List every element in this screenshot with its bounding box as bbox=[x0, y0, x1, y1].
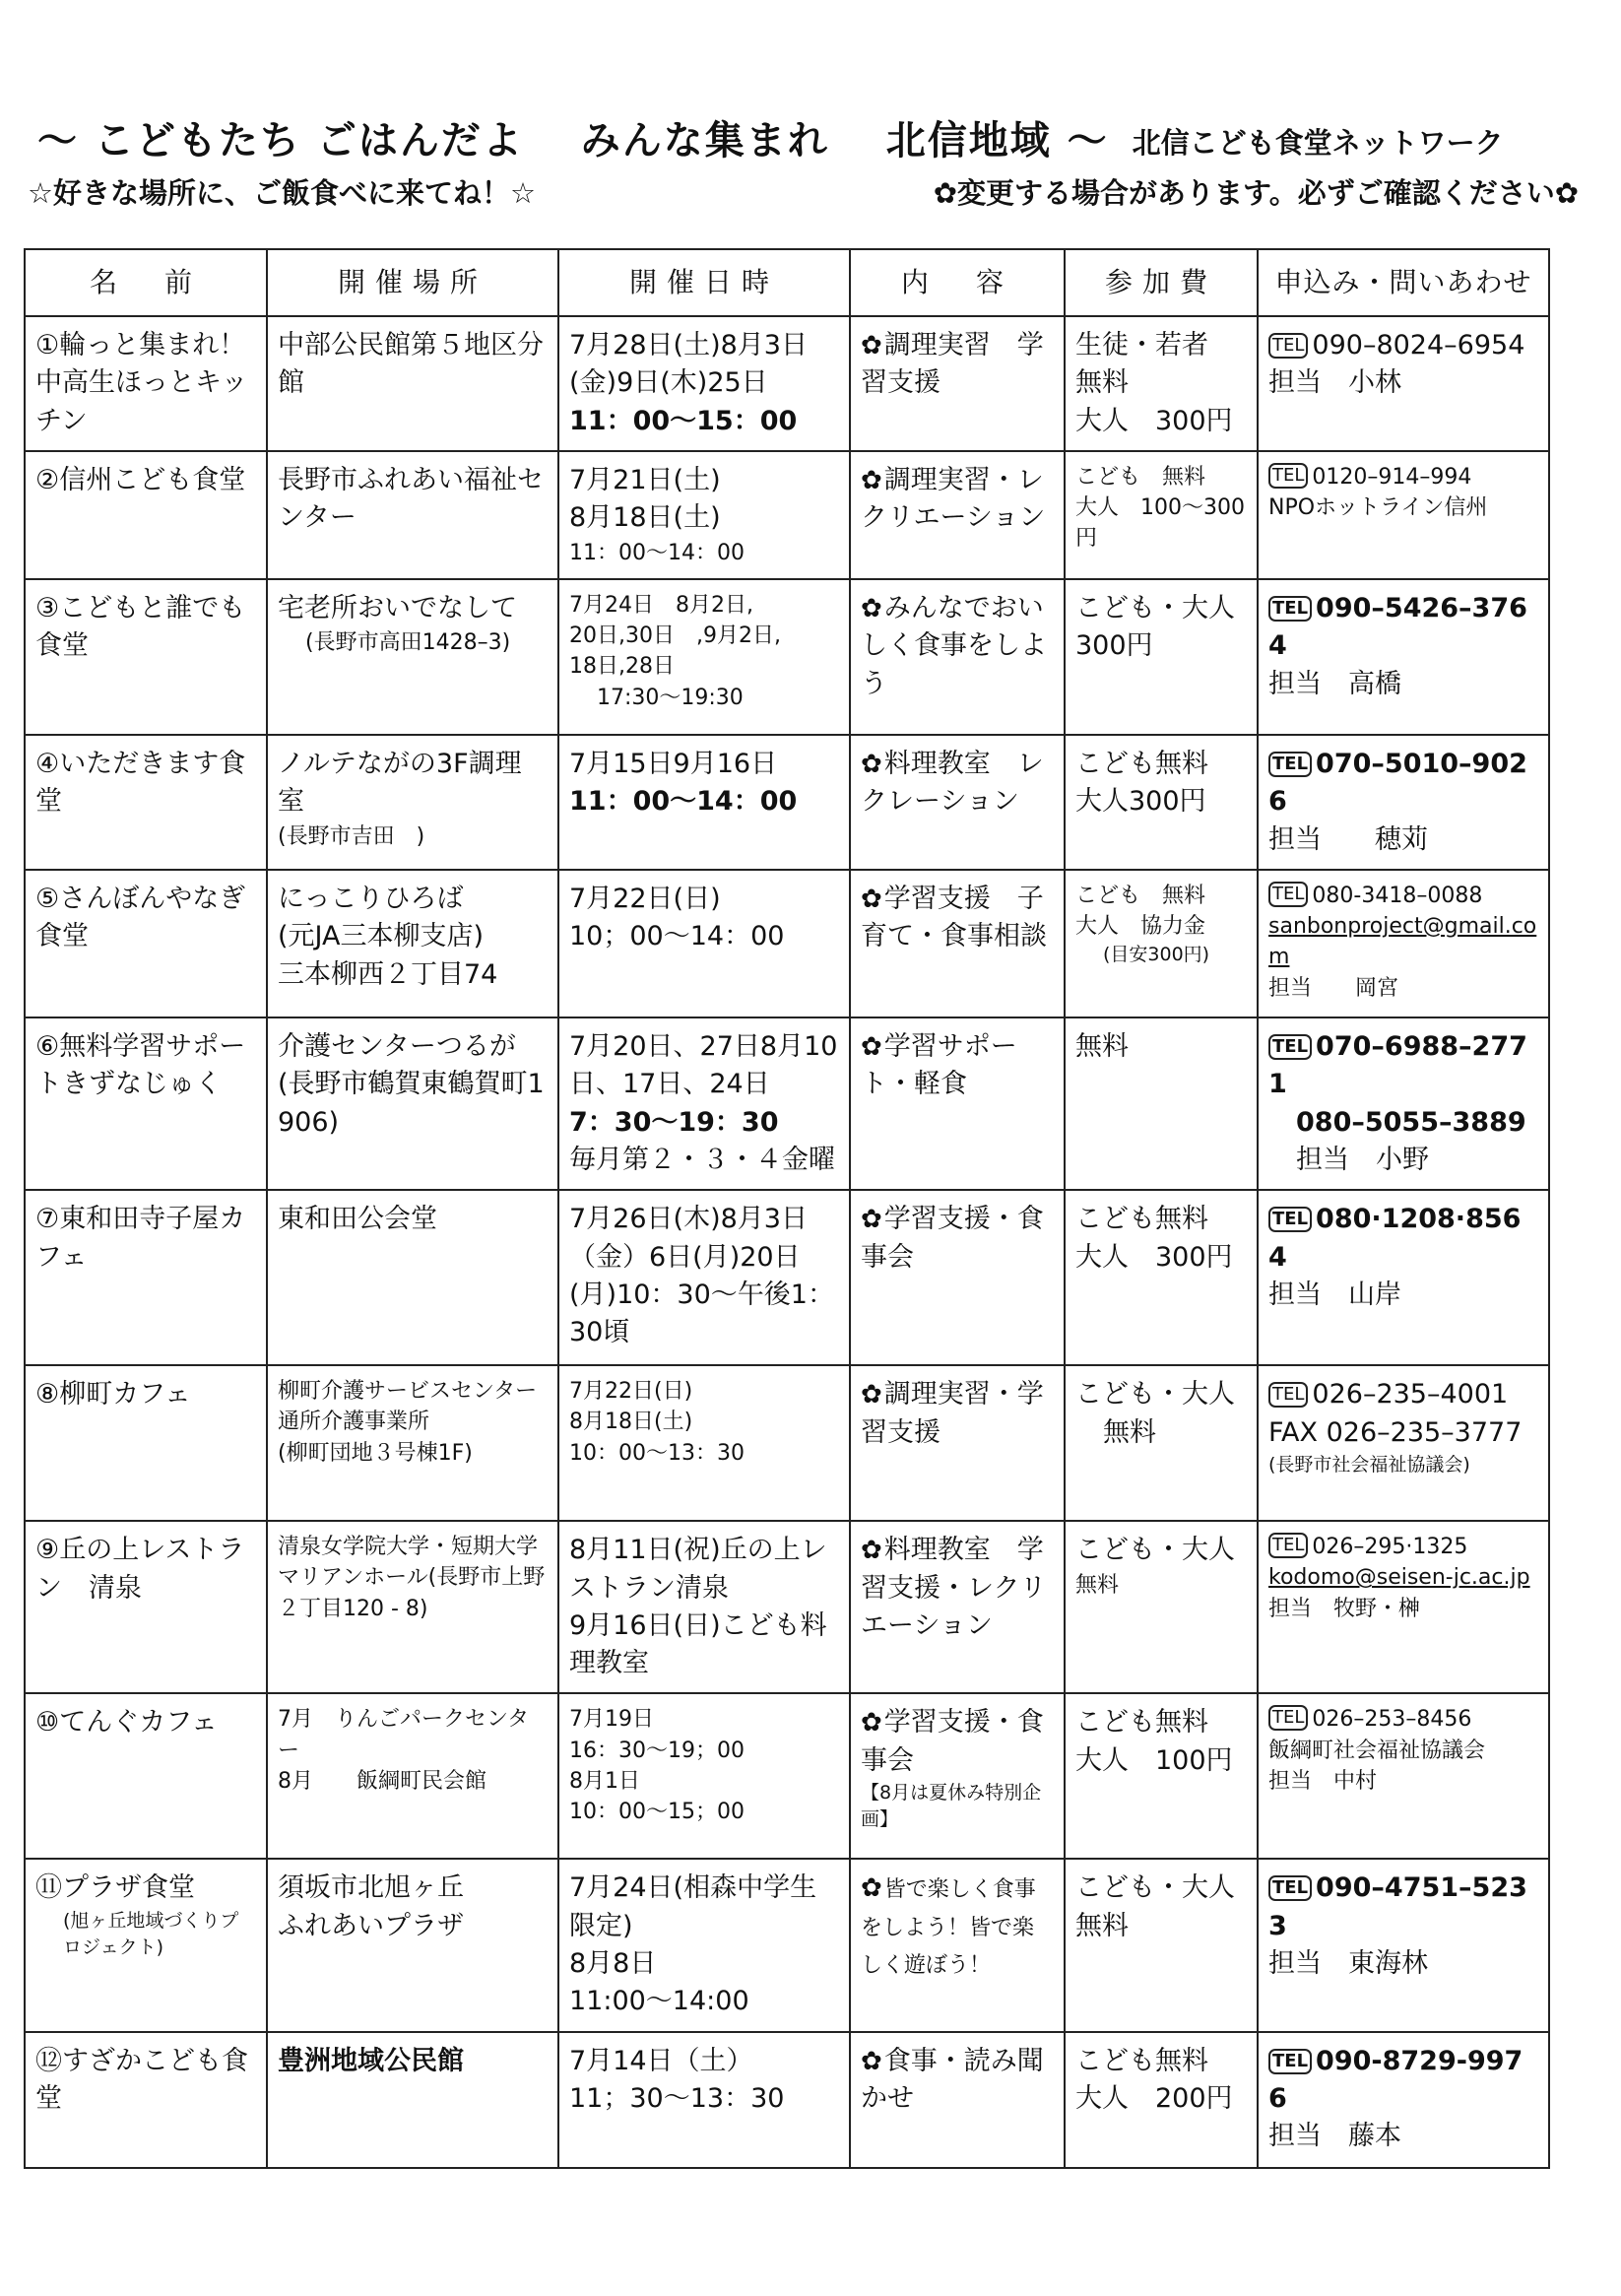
datetime-line: 10；00～14：00 bbox=[569, 921, 785, 952]
content-text: 皆で楽しく食事をしよう！皆で楽しく遊ぼう！ bbox=[861, 1877, 1036, 1979]
place-line: ノルテながの3F調理室 bbox=[278, 748, 522, 818]
cell-content bbox=[850, 735, 1065, 870]
cell-name bbox=[25, 1521, 267, 1693]
datetime-line: 8月18日(土) bbox=[569, 502, 721, 534]
place-line: 7月 りんごパークセンター bbox=[278, 1707, 530, 1763]
phone-number: 026–253–8456 bbox=[1312, 1707, 1472, 1733]
column-header-datetime: 開催日時 bbox=[558, 249, 850, 316]
cell-contact bbox=[1258, 316, 1549, 451]
datetime-line: 16：30～19；00 bbox=[569, 1738, 745, 1763]
datetime-line: 7月20日、27日8月10日、17日、24日 bbox=[569, 1030, 838, 1100]
cell-place bbox=[267, 2032, 558, 2168]
phone-number: 090-8729-9976 bbox=[1268, 2045, 1524, 2115]
table-row bbox=[25, 316, 1549, 451]
event-name: ⑩てんぐカフェ bbox=[35, 1707, 218, 1738]
cell-place bbox=[267, 735, 558, 870]
cell-datetime bbox=[558, 451, 850, 579]
event-name: ⑤さんぼんやなぎ食堂 bbox=[35, 883, 246, 952]
column-header-fee: 参加費 bbox=[1065, 249, 1258, 316]
table-row bbox=[25, 1017, 1549, 1190]
content-text: 学習支援 子育て・食事相談 bbox=[861, 883, 1047, 952]
cell-name bbox=[25, 316, 267, 451]
phone-number: 026–295·1325 bbox=[1312, 1535, 1468, 1560]
cell-datetime bbox=[558, 579, 850, 735]
event-name: ⑪プラザ食堂 bbox=[35, 1872, 195, 1904]
event-name: ⑧柳町カフェ bbox=[35, 1379, 191, 1410]
cell-place bbox=[267, 579, 558, 735]
place-line: 長野市ふれあい福祉センター bbox=[278, 464, 544, 534]
cell-datetime bbox=[558, 1693, 850, 1859]
table-row bbox=[25, 1365, 1549, 1521]
cell-name bbox=[25, 1365, 267, 1521]
place-line: (元JA三本柳支店) bbox=[278, 921, 485, 952]
event-name: ⑨丘の上レストラン 清泉 bbox=[35, 1535, 245, 1604]
content-text: 学習支援・食事会 bbox=[861, 1707, 1044, 1776]
cell-fee bbox=[1065, 1190, 1258, 1365]
phone-number: 090–8024–6954 bbox=[1312, 330, 1525, 361]
phone-number: 070–6988–2771 bbox=[1268, 1030, 1527, 1100]
contact-email[interactable]: kodomo@seisen-jc.ac.jp bbox=[1268, 1565, 1530, 1591]
contact-fax: FAX 026–235–3777 bbox=[1268, 1416, 1523, 1448]
column-header-content: 内 容 bbox=[850, 249, 1065, 316]
cell-content bbox=[850, 579, 1065, 735]
cell-place bbox=[267, 1365, 558, 1521]
cell-datetime bbox=[558, 1190, 850, 1365]
cell-place bbox=[267, 316, 558, 451]
cell-place bbox=[267, 1521, 558, 1693]
fee-line: (目安300円) bbox=[1103, 944, 1210, 966]
table-row bbox=[25, 1521, 1549, 1693]
phone-number: 026–235–4001 bbox=[1312, 1379, 1509, 1410]
cell-datetime bbox=[558, 2032, 850, 2168]
fee-line: こども無料 bbox=[1075, 1707, 1208, 1738]
cell-datetime bbox=[558, 1521, 850, 1693]
cell-contact bbox=[1258, 579, 1549, 735]
datetime-line: 20日,30日 ,9月2日, bbox=[569, 623, 781, 649]
fee-line: 大人 300円 bbox=[1075, 405, 1233, 436]
datetime-line: 8月8日 bbox=[569, 1948, 657, 1980]
cell-contact bbox=[1258, 1190, 1549, 1365]
phone-icon: TEL bbox=[1268, 1533, 1308, 1558]
fee-line: こども・大人 300円 bbox=[1075, 592, 1235, 662]
fee-line: こども・大人 bbox=[1075, 1535, 1235, 1566]
datetime-line: 7月24日(相森中学生限定) bbox=[569, 1872, 817, 1941]
event-name-note: (旭ヶ丘地域づくりプロジェクト) bbox=[63, 1909, 239, 1958]
page-title: ～ こどもたち ごはんだよ みんな集まれ 北信地域 ～ bbox=[37, 118, 1109, 164]
place-line: にっこりひろば bbox=[278, 883, 464, 914]
flower-icon: ✿ bbox=[861, 1205, 882, 1235]
contact-line: 担当 牧野・榊 bbox=[1268, 1596, 1421, 1621]
datetime-line: 10：00～15；00 bbox=[569, 1800, 745, 1825]
cell-place bbox=[267, 1190, 558, 1365]
cell-place bbox=[267, 1859, 558, 2031]
fee-line: 大人300円 bbox=[1075, 786, 1206, 818]
cell-fee bbox=[1065, 451, 1258, 579]
content-text: 調理実習 学習支援 bbox=[861, 330, 1044, 399]
datetime-line: 7月14日（土） bbox=[569, 2045, 753, 2076]
table-row bbox=[25, 579, 1549, 735]
flower-icon: ✿ bbox=[861, 1708, 882, 1738]
fee-line: 大人 100～300円 bbox=[1075, 495, 1245, 552]
datetime-line: 8月1日 bbox=[569, 1768, 640, 1794]
phone-number: 070–5010–9026 bbox=[1268, 748, 1527, 818]
phone-number: 090–4751–5233 bbox=[1268, 1872, 1527, 1941]
datetime-line: 8月11日(祝)丘の上レストラン清泉 bbox=[569, 1535, 827, 1604]
event-name: ⑥無料学習サポートきずなじゅく bbox=[35, 1030, 246, 1100]
fee-line: こども 無料 bbox=[1075, 883, 1206, 908]
datetime-line: 11:00～14:00 bbox=[569, 1986, 749, 2017]
column-header-name: 名 前 bbox=[25, 249, 267, 316]
phone-number: 0120–914–994 bbox=[1312, 464, 1472, 490]
phone-icon: TEL bbox=[1268, 1875, 1312, 1901]
flower-icon: ✿ bbox=[861, 465, 882, 495]
cell-name bbox=[25, 870, 267, 1017]
fee-line: こども・大人 bbox=[1075, 1379, 1235, 1410]
place-line: 三本柳西２丁目74 bbox=[278, 958, 498, 990]
fee-line: 生徒・若者 bbox=[1075, 330, 1208, 361]
fee-line: 無料 bbox=[1075, 1572, 1120, 1598]
flower-icon: ✿ bbox=[861, 1031, 882, 1062]
place-line: 中部公民館第５地区分館 bbox=[278, 330, 544, 399]
invite-note: ☆好きな場所に、ご飯食べに来てね！☆ bbox=[28, 175, 536, 210]
cell-datetime bbox=[558, 316, 850, 451]
content-text: 学習サポート・軽食 bbox=[861, 1030, 1017, 1100]
table-row bbox=[25, 1859, 1549, 2031]
table-row bbox=[25, 1190, 1549, 1365]
content-text: 料理教室 レクレーション bbox=[861, 748, 1044, 818]
cell-fee bbox=[1065, 579, 1258, 735]
phone-number: 080–5055–3889 bbox=[1296, 1106, 1526, 1138]
flower-icon: ✿ bbox=[861, 2046, 882, 2076]
cell-content bbox=[850, 1017, 1065, 1190]
cell-content bbox=[850, 870, 1065, 1017]
cell-datetime bbox=[558, 1859, 850, 2031]
phone-icon: TEL bbox=[1268, 333, 1308, 359]
place-line: (柳町団地３号棟1F) bbox=[278, 1440, 473, 1466]
cell-fee bbox=[1065, 1365, 1258, 1521]
table-row bbox=[25, 870, 1549, 1017]
cell-contact bbox=[1258, 1365, 1549, 1521]
cell-name bbox=[25, 451, 267, 579]
table-row bbox=[25, 735, 1549, 870]
datetime-line: 7月15日9月16日 bbox=[569, 748, 778, 779]
flower-icon: ✿ bbox=[861, 331, 882, 361]
cell-name bbox=[25, 579, 267, 735]
phone-icon: TEL bbox=[1268, 596, 1312, 622]
organization-name: 北信こども食堂ネットワーク bbox=[1132, 126, 1504, 160]
cell-fee bbox=[1065, 316, 1258, 451]
contact-line: 担当 小野 bbox=[1296, 1144, 1429, 1175]
cell-fee bbox=[1065, 2032, 1258, 2168]
cell-contact bbox=[1258, 2032, 1549, 2168]
column-header-place: 開催場所 bbox=[267, 249, 558, 316]
place-line: 豊洲地域公民館 bbox=[278, 2045, 464, 2076]
datetime-line: 8月18日(土) bbox=[569, 1410, 693, 1435]
datetime-line: 11：00～15：00 bbox=[569, 405, 798, 436]
phone-icon: TEL bbox=[1268, 882, 1308, 907]
contact-line: 飯綱町社会福祉協議会 bbox=[1268, 1738, 1486, 1763]
datetime-line: 9月16日(日)こども料理教室 bbox=[569, 1609, 827, 1679]
fee-line: 無料 bbox=[1075, 367, 1129, 399]
datetime-line: 11：00～14：00 bbox=[569, 786, 798, 818]
contact-line: NPOホットライン信州 bbox=[1268, 495, 1488, 521]
page-subheader bbox=[28, 169, 1579, 213]
flower-icon: ✿ bbox=[861, 884, 882, 914]
contact-line: 担当 藤本 bbox=[1268, 2121, 1401, 2152]
datetime-line: 7月22日(日) bbox=[569, 883, 721, 914]
contact-line: (長野市社会福祉協議会) bbox=[1268, 1453, 1470, 1476]
event-name: ①輪っと集まれ！中高生ほっとキッチン bbox=[35, 330, 248, 436]
table-row bbox=[25, 2032, 1549, 2168]
cell-fee bbox=[1065, 870, 1258, 1017]
cell-content bbox=[850, 1190, 1065, 1365]
contact-line: 担当 山岸 bbox=[1268, 1279, 1401, 1310]
flower-icon: ✿ bbox=[861, 1536, 882, 1566]
datetime-line: 7月19日 bbox=[569, 1707, 654, 1733]
cell-content bbox=[850, 451, 1065, 579]
contact-email[interactable]: sanbonproject@gmail.com bbox=[1268, 914, 1537, 970]
flower-icon: ✿ bbox=[861, 1873, 882, 1904]
cell-name bbox=[25, 2032, 267, 2168]
cell-datetime bbox=[558, 1017, 850, 1190]
place-line: (長野市鶴賀東鶴賀町1906) bbox=[278, 1069, 545, 1138]
cell-contact bbox=[1258, 1017, 1549, 1190]
cell-name bbox=[25, 1017, 267, 1190]
cell-content bbox=[850, 1859, 1065, 2031]
table-header-row bbox=[25, 249, 1549, 316]
event-name: ②信州こども食堂 bbox=[35, 464, 246, 495]
contact-line: 担当 高橋 bbox=[1268, 668, 1401, 699]
content-text: 学習支援・食事会 bbox=[861, 1204, 1044, 1273]
content-note: 【8月は夏休み特別企画】 bbox=[861, 1782, 1042, 1831]
event-name: ③こどもと誰でも食堂 bbox=[35, 592, 246, 662]
place-line: 介護センターつるが bbox=[278, 1030, 516, 1062]
cell-place bbox=[267, 451, 558, 579]
page-header bbox=[37, 106, 1574, 165]
phone-icon: TEL bbox=[1268, 2049, 1312, 2074]
datetime-line: 7月26日(木)8月3日（金）6日(月)20日(月)10：30～午後1：30頃 bbox=[569, 1204, 834, 1348]
fee-line: こども無料 bbox=[1075, 1204, 1208, 1235]
cell-content bbox=[850, 1521, 1065, 1693]
fee-line: 大人 200円 bbox=[1075, 2083, 1233, 2115]
place-line: 須坂市北旭ヶ丘 bbox=[278, 1872, 464, 1904]
cell-content bbox=[850, 1365, 1065, 1521]
cell-datetime bbox=[558, 870, 850, 1017]
contact-line: 担当 岡宮 bbox=[1268, 975, 1399, 1001]
content-text: 調理実習・学習支援 bbox=[861, 1379, 1044, 1448]
cell-contact bbox=[1258, 451, 1549, 579]
fee-line: こども無料 bbox=[1075, 2045, 1208, 2076]
fee-line: 無料 bbox=[1075, 1030, 1129, 1062]
column-header-contact: 申込み・問いあわせ bbox=[1258, 249, 1549, 316]
cell-contact bbox=[1258, 1693, 1549, 1859]
fee-line: 大人 100円 bbox=[1075, 1744, 1233, 1776]
datetime-line: 毎月第２・３・４金曜 bbox=[569, 1144, 835, 1175]
phone-number: 080·1208·8564 bbox=[1268, 1204, 1522, 1273]
content-text: 料理教室 学習支援・レクリエーション bbox=[861, 1535, 1047, 1641]
datetime-line: 11：00～14：00 bbox=[569, 540, 745, 565]
fee-line: 無料 bbox=[1103, 1416, 1156, 1448]
place-line: 宅老所おいでなして bbox=[278, 592, 517, 623]
fee-line: こども無料 bbox=[1075, 748, 1208, 779]
fee-line: こども 無料 bbox=[1075, 464, 1206, 490]
cell-place bbox=[267, 1017, 558, 1190]
cell-place bbox=[267, 870, 558, 1017]
cell-name bbox=[25, 735, 267, 870]
table-row bbox=[25, 1693, 1549, 1859]
phone-icon: TEL bbox=[1268, 752, 1312, 777]
contact-line: 担当 中村 bbox=[1268, 1768, 1378, 1794]
schedule-table bbox=[24, 248, 1550, 2169]
event-name: ⑫すざかこども食堂 bbox=[35, 2045, 248, 2115]
cell-contact bbox=[1258, 735, 1549, 870]
cell-contact bbox=[1258, 870, 1549, 1017]
cell-fee bbox=[1065, 735, 1258, 870]
content-text: 食事・読み聞かせ bbox=[861, 2045, 1044, 2115]
place-line: 8月 飯綱町民会館 bbox=[278, 1768, 486, 1794]
contact-line: 担当 穂苅 bbox=[1268, 823, 1428, 855]
datetime-line: 17:30～19:30 bbox=[597, 685, 744, 710]
datetime-line: 7月22日(日) bbox=[569, 1379, 693, 1405]
cell-content bbox=[850, 1693, 1065, 1859]
phone-icon: TEL bbox=[1268, 1207, 1312, 1232]
event-name: ④いただきます食堂 bbox=[35, 748, 246, 818]
cell-datetime bbox=[558, 735, 850, 870]
content-text: みんなでおいしく食事をしよう bbox=[861, 592, 1047, 699]
phone-icon: TEL bbox=[1268, 463, 1308, 489]
cell-name bbox=[25, 1859, 267, 2031]
phone-icon: TEL bbox=[1268, 1382, 1308, 1408]
event-name: ⑦東和田寺子屋カフェ bbox=[35, 1204, 246, 1273]
phone-icon: TEL bbox=[1268, 1705, 1308, 1731]
datetime-line: 7：30～19：30 bbox=[569, 1106, 779, 1138]
datetime-line: 7月21日(土) bbox=[569, 464, 721, 495]
datetime-line: 18日,28日 bbox=[569, 654, 675, 680]
contact-line: 担当 小林 bbox=[1268, 367, 1401, 399]
cell-fee bbox=[1065, 1859, 1262, 2031]
flower-icon: ✿ bbox=[861, 749, 882, 779]
flower-icon: ✿ bbox=[861, 1380, 882, 1410]
change-notice: ✿変更する場合があります。必ずご確認ください✿ bbox=[933, 175, 1579, 210]
cell-name bbox=[25, 1190, 267, 1365]
place-line: (長野市高田1428–3) bbox=[305, 630, 511, 656]
cell-contact bbox=[1258, 1521, 1549, 1693]
cell-fee bbox=[1065, 1521, 1258, 1693]
cell-content bbox=[850, 2032, 1065, 2168]
fee-line: こども・大人 無料 bbox=[1075, 1872, 1262, 1941]
datetime-line: 10：00～13：30 bbox=[569, 1440, 745, 1466]
fee-line: 大人 300円 bbox=[1075, 1241, 1233, 1273]
place-line: 清泉女学院大学・短期大学 マリアンホール(長野市上野２丁目120 - 8) bbox=[278, 1535, 560, 1621]
flower-icon: ✿ bbox=[861, 593, 882, 623]
contact-line: 担当 東海林 bbox=[1268, 1948, 1428, 1980]
place-line: 東和田公会堂 bbox=[278, 1204, 437, 1235]
cell-content bbox=[850, 316, 1065, 451]
place-line: 柳町介護サービスセンター通所介護事業所 bbox=[278, 1379, 538, 1435]
datetime-line: 7月28日(土)8月3日(金)9日(木)25日 bbox=[569, 330, 808, 399]
cell-fee bbox=[1065, 1693, 1258, 1859]
cell-datetime bbox=[558, 1365, 850, 1521]
content-text: 調理実習・レクリエーション bbox=[861, 464, 1046, 534]
place-line: ふれあいプラザ bbox=[278, 1910, 464, 1941]
cell-name bbox=[25, 1693, 267, 1859]
datetime-line: 11；30～13：30 bbox=[569, 2083, 785, 2115]
phone-number: 080-3418–0088 bbox=[1312, 883, 1483, 908]
place-line: (長野市吉田 ) bbox=[278, 823, 425, 849]
cell-place bbox=[267, 1693, 558, 1859]
cell-contact bbox=[1258, 1859, 1549, 2031]
datetime-line: 7月24日 8月2日, bbox=[569, 592, 753, 618]
phone-number: 090–5426–3764 bbox=[1268, 592, 1527, 662]
phone-icon: TEL bbox=[1268, 1034, 1312, 1060]
cell-fee bbox=[1065, 1017, 1258, 1190]
table-row bbox=[25, 451, 1549, 579]
fee-line: 大人 協力金 bbox=[1075, 914, 1206, 940]
